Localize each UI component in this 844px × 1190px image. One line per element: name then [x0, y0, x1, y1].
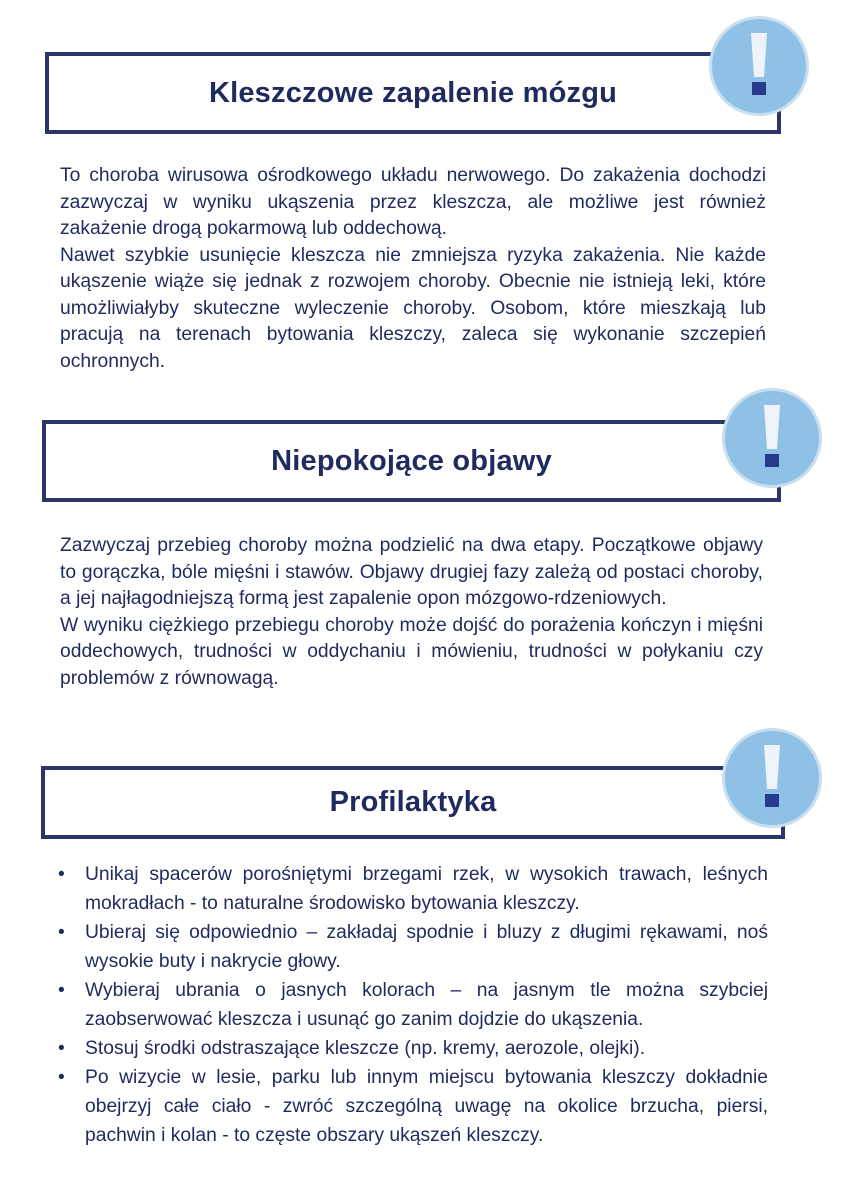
section-title: Kleszczowe zapalenie mózgu	[208, 76, 618, 109]
list-item	[58, 1034, 768, 1063]
section-header-box	[41, 766, 785, 839]
exclamation-icon	[712, 19, 806, 113]
list-item-text: Po wizycie w lesie, parku lub innym miejscu bytowania kleszczy dokładnie obejrzyj całe ciało - zwróć szczególną uwagę na okolice brzucha, piersi, pachwin i kolan - to częste obszary ukąszeń kleszczy.	[85, 1067, 768, 1146]
paragraph: Nawet szybkie usunięcie kleszcza nie zmniejsza ryzyka zakażenia. Nie każde ukąszenie wiąże się jednak z rozwojem choroby. Obecnie nie istnieją leki, które umożliwiałyby skuteczne wyleczenie choroby. Osobom, które mieszkają lub pracują na terenach bytowania kleszczy, zaleca się wykonanie szczepień ochronnych.	[60, 244, 766, 372]
exclamation-icon	[725, 731, 819, 825]
paragraph: To choroba wirusowa ośrodkowego układu nerwowego. Do zakażenia dochodzi zazwyczaj w wyniku ukąszenia przez kleszcza, ale możliwe jest również zakażenie drogą pokarmową lub oddechową.	[60, 165, 766, 239]
list-item-text: Unikaj spacerów porośniętymi brzegami rzek, w wysokich trawach, leśnych mokradłach - to naturalne środowisko bytowania kleszczy.	[85, 864, 768, 914]
section-header-box	[45, 52, 781, 134]
prevention-list	[58, 860, 768, 1150]
exclamation-icon	[709, 16, 809, 116]
list-item	[58, 976, 768, 1034]
bullet-icon: •	[58, 922, 65, 943]
list-item	[58, 860, 768, 918]
exclamation-icon	[725, 391, 819, 485]
list-item-text: Ubieraj się odpowiednio – zakładaj spodnie i bluzy z długimi rękawami, noś wysokie buty i nakrycie głowy.	[85, 922, 768, 972]
exclamation-icon	[722, 728, 822, 828]
section-title: Niepokojące objawy	[271, 444, 552, 477]
list-item-text: Stosuj środki odstraszające kleszcze (np. kremy, aerozole, olejki).	[85, 1038, 646, 1059]
bullet-icon: •	[58, 864, 65, 885]
bullet-icon: •	[58, 1067, 65, 1088]
bullet-icon: •	[58, 1038, 65, 1059]
list-item	[58, 918, 768, 976]
section-body	[60, 163, 766, 375]
section-title: Profilaktyka	[329, 786, 497, 818]
section-body	[60, 533, 763, 692]
section-header-box	[42, 420, 781, 502]
bullet-icon: •	[58, 980, 65, 1001]
paragraph: Zazwyczaj przebieg choroby można podzielić na dwa etapy. Początkowe objawy to gorączka, bóle mięśni i stawów. Objawy drugiej fazy zależą od postaci choroby, a jej najłagodniejszą formą jest zapalenie opon mózgowo-rdzeniowych.	[60, 535, 763, 609]
list-item-text: Wybieraj ubrania o jasnych kolorach – na jasnym tle można szybciej zaobserwować kleszcza i usunąć go zanim dojdzie do ukąszenia.	[85, 980, 768, 1030]
exclamation-icon	[722, 388, 822, 488]
paragraph: W wyniku ciężkiego przebiegu choroby może dojść do porażenia kończyn i mięśni oddechowych, trudności w oddychaniu i mówieniu, trudności w połykaniu czy problemów z równowagą.	[60, 614, 763, 689]
list-item	[58, 1063, 768, 1150]
